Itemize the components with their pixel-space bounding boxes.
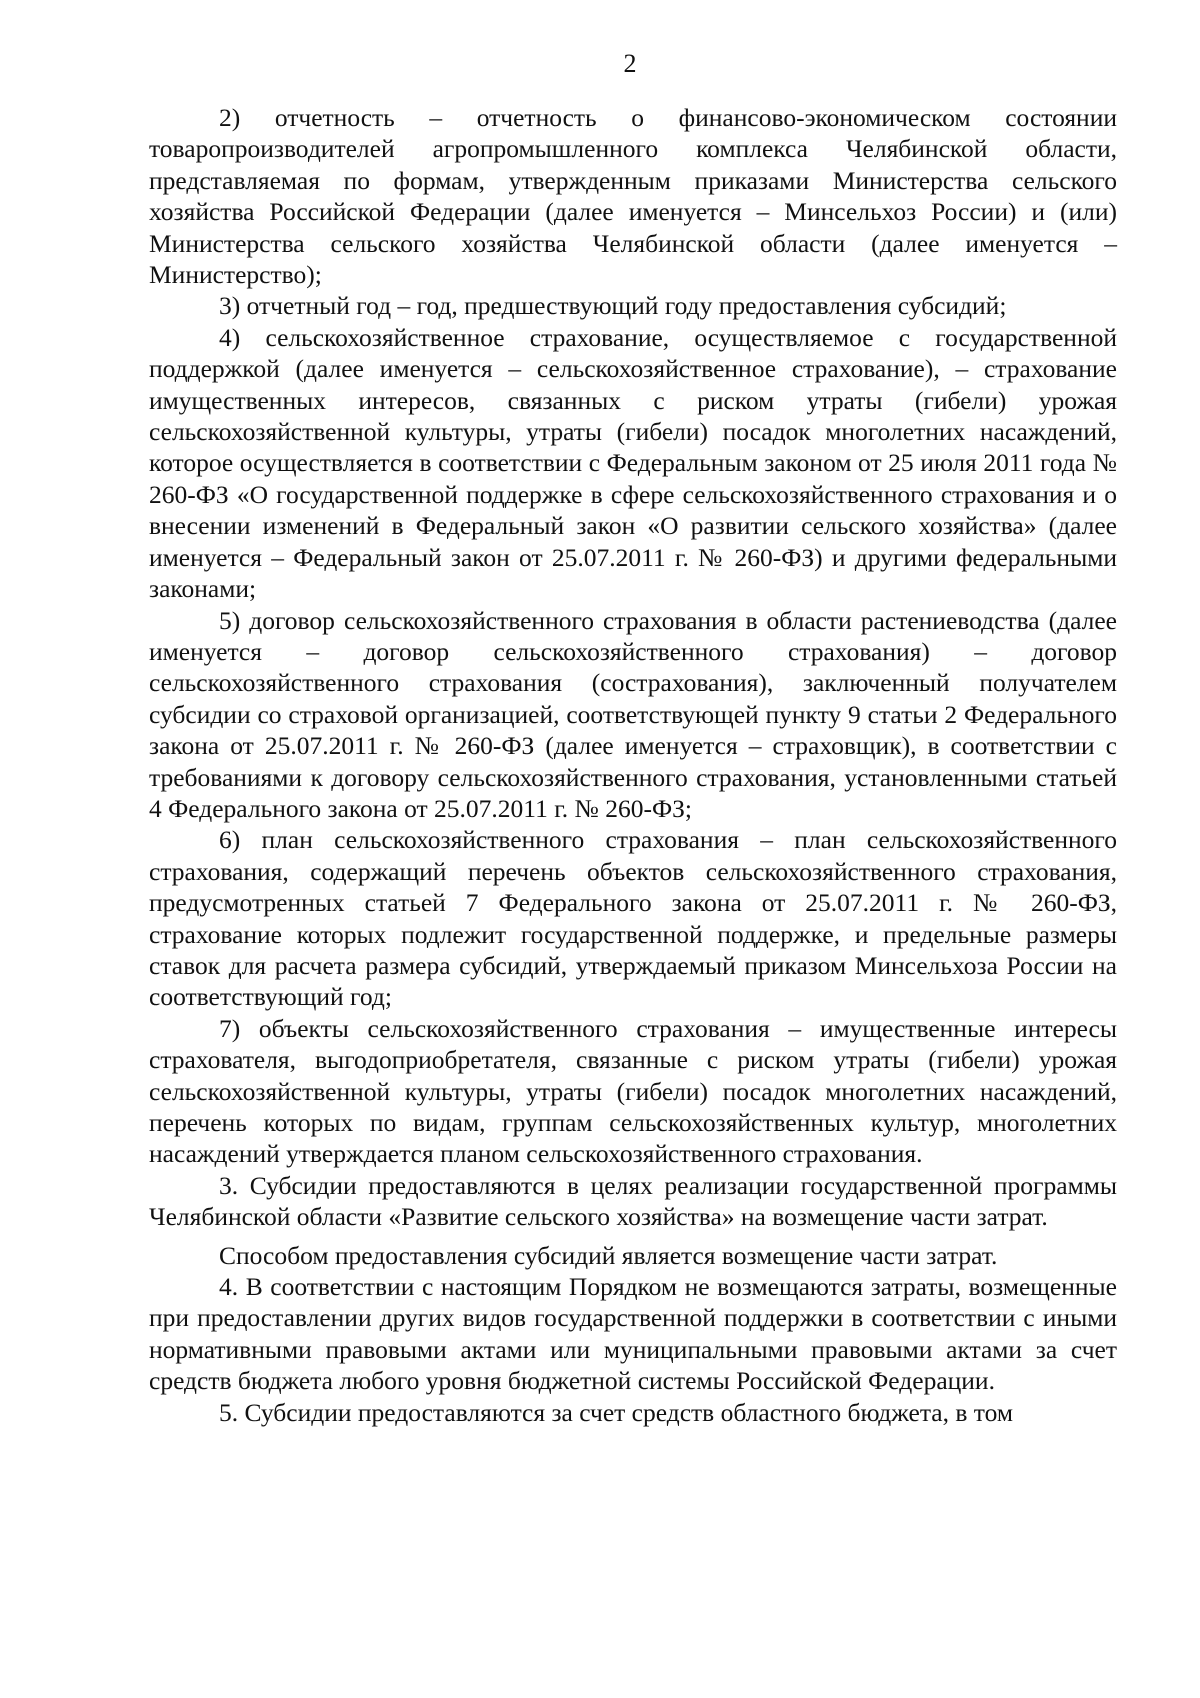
paragraph-definition-insurance-contract: 5) договор сельскохозяйственного страхования в области растениеводства (далее именуется – договор сельскохозяйственного страхования) – договор сельскохозяйственного страхования (сострахования), заключенный получателем субсидии со страховой организацией, соответствующей пункту 9 статьи 2 Федерального закона от 25.07.2011 г. № 260-ФЗ (далее именуется – страховщик), в соответствии с требованиями к договору сельскохозяйственного страхования, установленными статьей 4 Федерального закона от 25.07.2011 г. № 260-ФЗ;: [149, 605, 1117, 823]
paragraph-definition-insurance-objects: 7) объекты сельскохозяйственного страхования – имущественные интересы страхователя, выгодоприобретателя, связанные с риском утраты (гибели) урожая сельскохозяйственной культуры, утраты (гибели) посадок многолетних насаждений, перечень которых по видам, группам сельскохозяйственных культур, многолетних насаждений утверждается планом сельскохозяйственного страхования.: [149, 1013, 1117, 1169]
paragraph-definition-agricultural-insurance: 4) сельскохозяйственное страхование, осуществляемое с государственной поддержкой (далее именуется – сельскохозяйственное страхование), – страхование имущественных интересов, связанных с риском утраты (гибели) урожая сельскохозяйственной культуры, утраты (гибели) посадок многолетних насаждений, которое осуществляется в соответствии с Федеральным законом от 25 июля 2011 года № 260-ФЗ «О государственной поддержке в сфере сельскохозяйственного страхования и о внесении изменений в Федеральный закон «О развитии сельского хозяйства» (далее именуется – Федеральный закон от 25.07.2011 г. № 260-ФЗ) и другими федеральными законами;: [149, 322, 1117, 604]
paragraph-method-of-provision: Способом предоставления субсидий является возмещение части затрат.: [219, 1240, 998, 1270]
paragraph-section-4: 4. В соответствии с настоящим Порядком не возмещаются затраты, возмещенные при предоставлении других видов государственной поддержки в соответствии с иными нормативными правовыми актами или муниципальными правовыми актами за счет средств бюджета любого уровня бюджетной системы Российской Федерации.: [149, 1272, 1117, 1396]
page-number: 2: [623, 49, 637, 78]
paragraph-definition-reporting: 2) отчетность – отчетность о финансово-экономическом состоянии товаропроизводителей агропромышленного комплекса Челябинской области, представляемая по формам, утвержденным приказами Министерства сельского хозяйства Российской Федерации (далее именуется – Минсельхоз России) и (или) Министерства сельского хозяйства Челябинской области (далее именуется – Министерство);: [149, 103, 1117, 290]
paragraph-definition-insurance-plan: 6) план сельскохозяйственного страхования – план сельскохозяйственного страхования, содержащий перечень объектов сельскохозяйственного страхования, предусмотренных статьей 7 Федерального закона от 25.07.2011 г. № 260-ФЗ, страхование которых подлежит государственной поддержке, и предельные размеры ставок для расчета размера субсидий, утверждаемый приказом Минсельхоза России на соответствующий год;: [149, 825, 1117, 1012]
document-body: [149, 102, 1117, 1428]
paragraph-section-3: 3. Субсидии предоставляются в целях реализации государственной программы Челябинской области «Развитие сельского хозяйства» на возмещение части затрат.: [149, 1170, 1117, 1232]
paragraph-definition-reporting-year: 3) отчетный год – год, предшествующий году предоставления субсидий;: [219, 291, 1007, 321]
paragraph-section-5: 5. Субсидии предоставляются за счет средств областного бюджета, в том: [219, 1397, 1013, 1427]
